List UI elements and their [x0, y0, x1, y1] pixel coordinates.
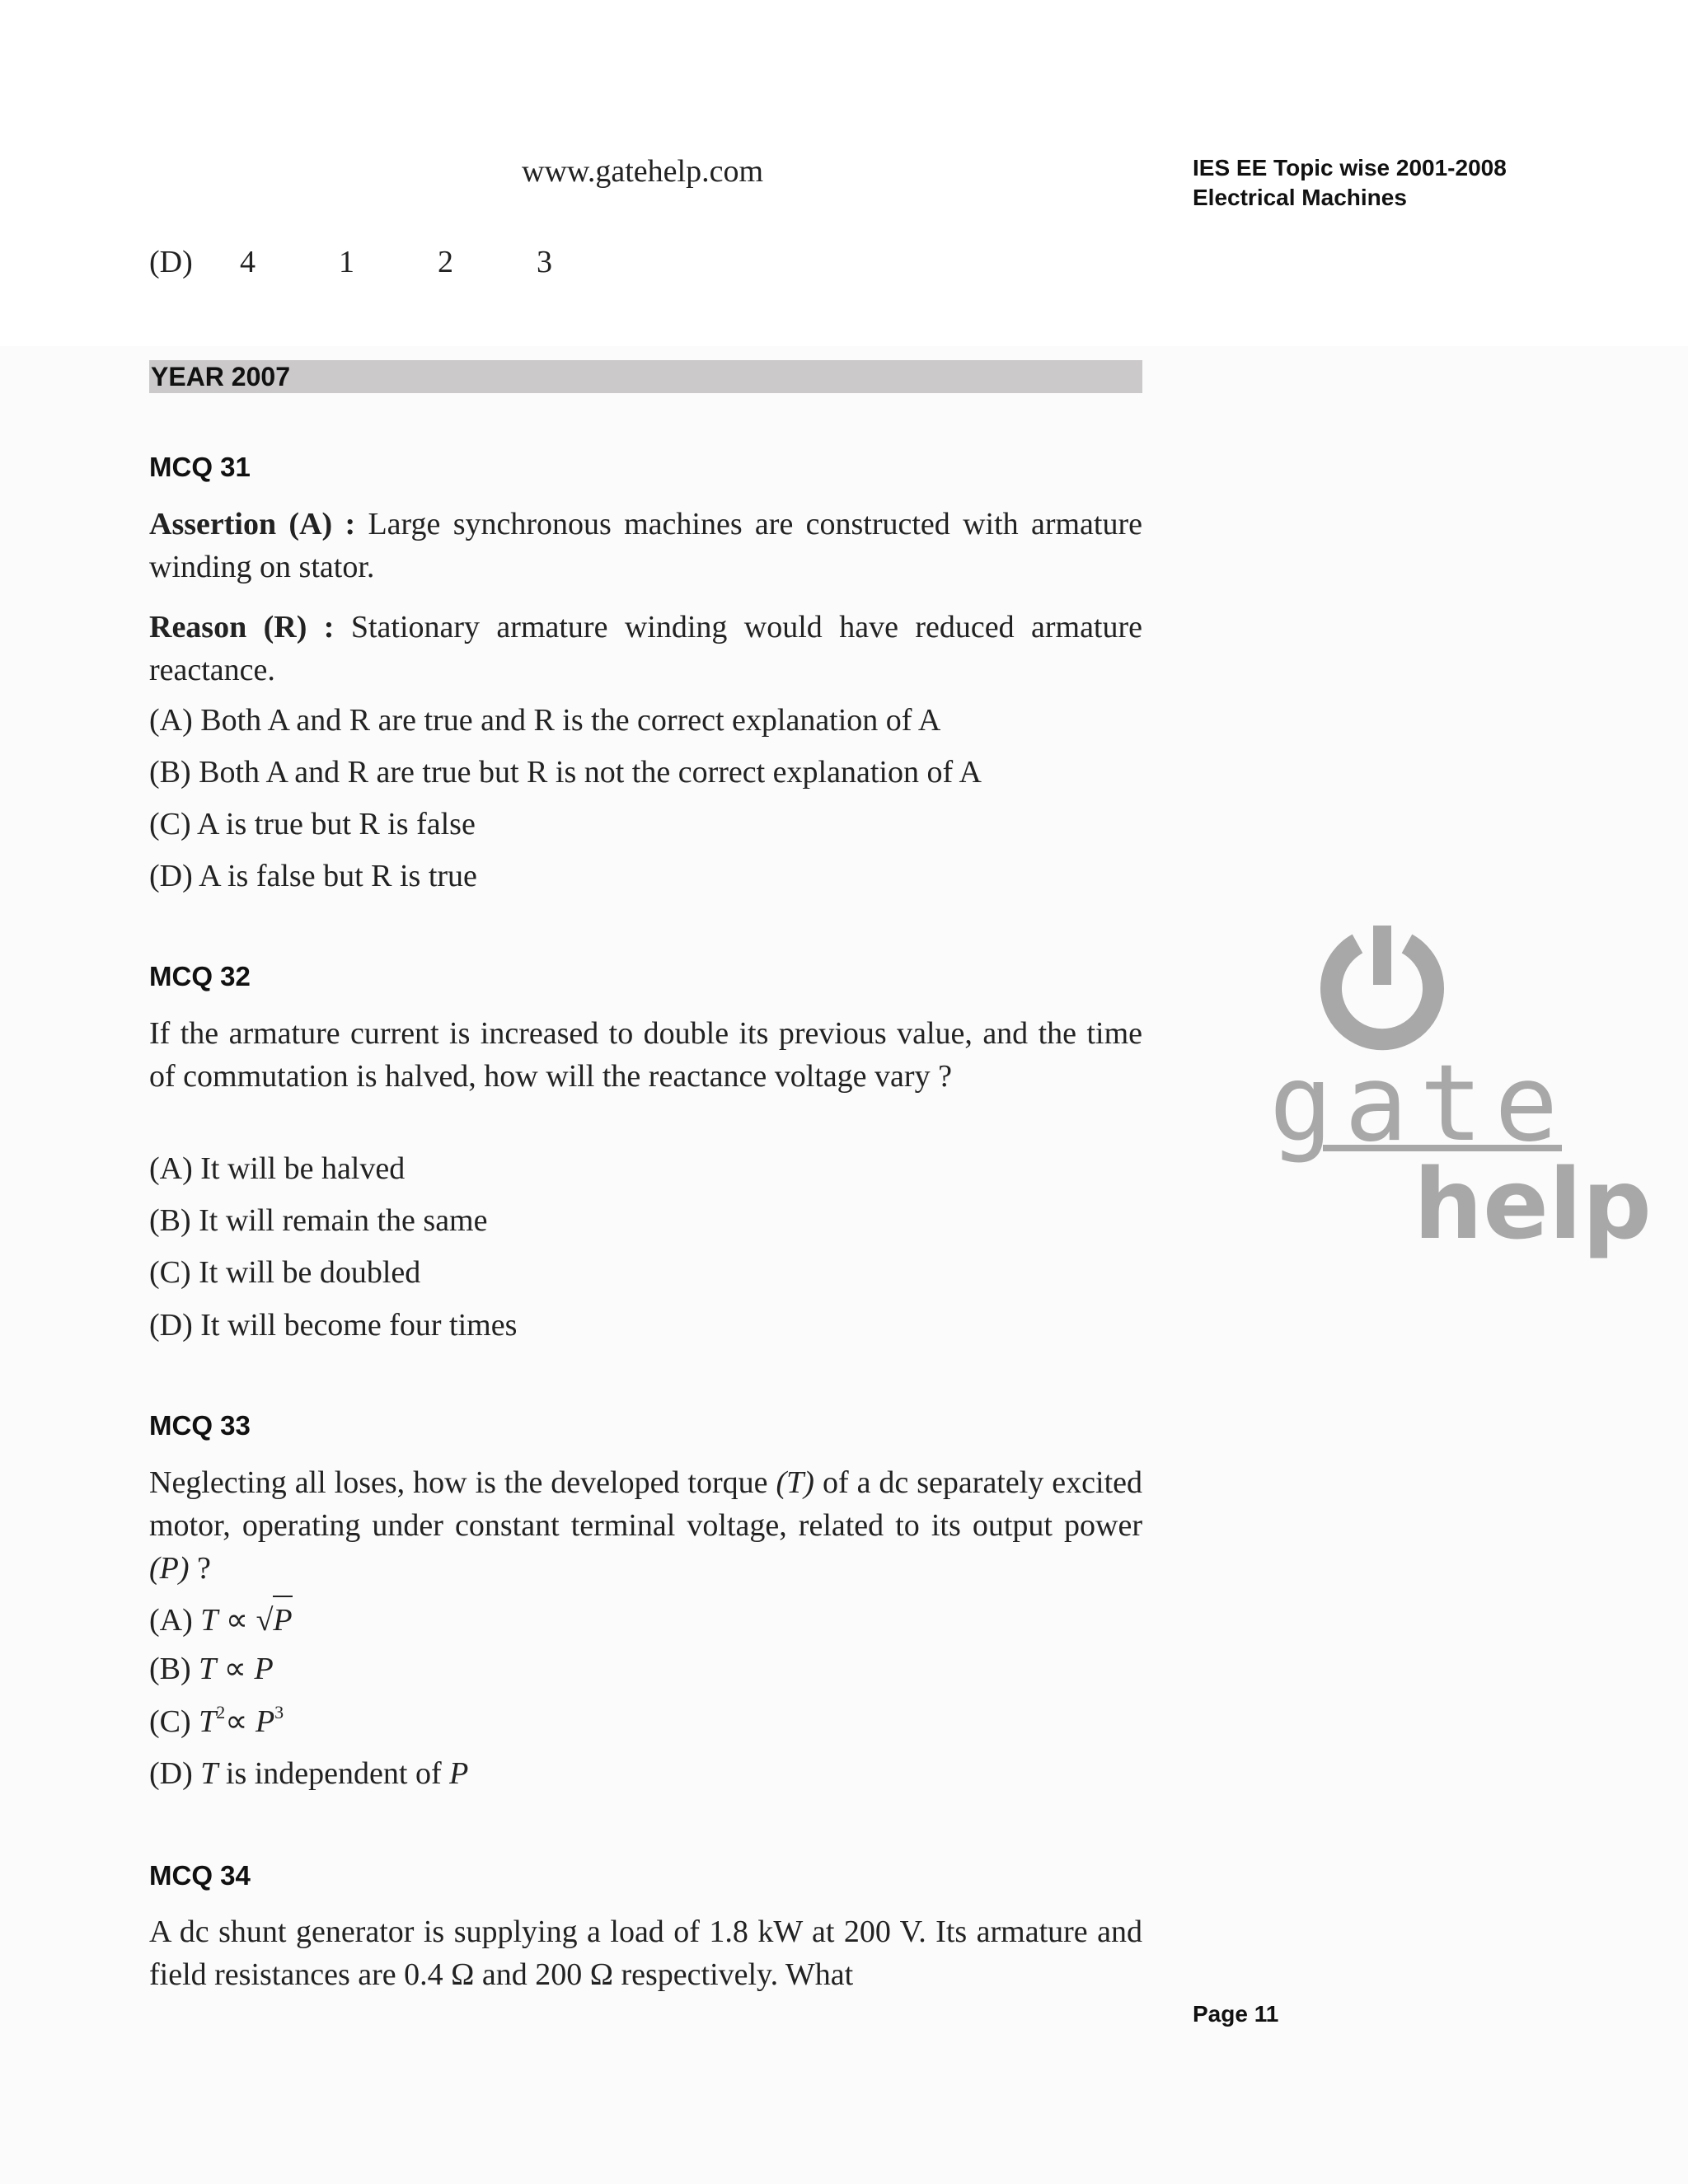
mcq-32-question: If the armature current is increased to double its previous value, and the time of commutation is halved, how will the reactance voltage vary ? — [149, 1016, 1142, 1094]
proportional-symbol: ∝ — [225, 1603, 249, 1638]
mcq-33-option-a — [149, 1596, 293, 1642]
option-label: (B) — [149, 1652, 191, 1686]
math-symbol: P — [255, 1704, 275, 1739]
mcq-33-option-d — [149, 1752, 468, 1795]
mcq-32-option-c: (C) It will be doubled — [149, 1255, 421, 1290]
math-symbol: T — [199, 1704, 217, 1739]
subject-title: Electrical Machines — [1193, 185, 1407, 210]
logo-word-help: help — [1414, 1147, 1652, 1261]
option-value: 3 — [537, 245, 552, 279]
mcq-34-question: A dc shunt generator is supplying a load of 1.8 kW at 200 V. Its armature and field resistances are 0.4 Ω and 200 Ω respectively. What — [149, 1915, 1142, 1992]
gatehelp-logo — [1265, 919, 1652, 1265]
option-label: (A) — [149, 1603, 193, 1638]
previous-option-row — [149, 244, 644, 280]
sqrt-expression — [256, 1596, 293, 1642]
reason-label: Reason (R) : — [149, 610, 335, 644]
header-right — [1193, 153, 1507, 213]
mcq-31-option-a: (A) Both A and R are true and R is the correct explanation of A — [149, 703, 941, 738]
sqrt-symbol: √ — [256, 1603, 274, 1638]
mcq-32-option-d: (D) It will become four times — [149, 1308, 518, 1343]
question-mark: ? — [197, 1551, 211, 1586]
option-value: 1 — [339, 245, 354, 279]
mcq-32-option-a: (A) It will be halved — [149, 1151, 406, 1186]
exponent: 3 — [274, 1702, 284, 1722]
option-value: 2 — [438, 245, 453, 279]
mcq-31-option-d: (D) A is false but R is true — [149, 859, 477, 893]
reason-text: Stationary armature winding would have reduced armature reactance. — [149, 610, 1143, 687]
math-symbol: P — [273, 1596, 292, 1642]
math-symbol: T — [200, 1603, 218, 1638]
option-text: is independent of — [225, 1756, 442, 1791]
math-symbol: P — [449, 1756, 469, 1791]
assertion-label: Assertion (A) : — [149, 507, 356, 541]
mcq-34-heading: MCQ 34 — [149, 1860, 251, 1891]
mcq-31-heading: MCQ 31 — [149, 452, 251, 482]
mcq-33-option-c — [149, 1700, 284, 1743]
mcq-33-question — [149, 1461, 1142, 1590]
mcq-33-heading: MCQ 33 — [149, 1410, 251, 1441]
option-label: (C) — [149, 1704, 191, 1739]
series-title: IES EE Topic wise 2001-2008 — [1193, 155, 1507, 180]
proportional-symbol: ∝ — [225, 1704, 248, 1739]
question-text: Neglecting all loses, how is the developed torque — [149, 1465, 768, 1500]
option-value: 4 — [240, 245, 256, 279]
assertion-text: Large synchronous machines are constructed with armature winding on stator. — [149, 507, 1142, 584]
proportional-symbol: ∝ — [223, 1652, 246, 1686]
option-label: (D) — [149, 1756, 193, 1791]
power-symbol: (P) — [149, 1551, 190, 1586]
mcq-31-option-b: (B) Both A and R are true but R is not the correct explanation of A — [149, 755, 982, 790]
exponent: 2 — [216, 1702, 226, 1722]
torque-symbol: (T) — [776, 1465, 814, 1500]
mcq-32-option-b: (B) It will remain the same — [149, 1203, 488, 1238]
mcq-33-option-b — [149, 1647, 274, 1690]
logo-word-gate: gate — [1269, 1043, 1570, 1165]
option-label: (D) — [149, 245, 193, 279]
year-heading: YEAR 2007 — [149, 360, 1142, 393]
site-url: www.gatehelp.com — [522, 154, 763, 189]
mcq-31-option-c: (C) A is true but R is false — [149, 807, 476, 841]
question-text: of a dc separately excited motor, operating under constant terminal voltage, related to its output power — [149, 1465, 1142, 1543]
mcq-31-reason — [149, 606, 1142, 691]
mcq-32-heading: MCQ 32 — [149, 961, 251, 991]
math-symbol: T — [200, 1756, 218, 1791]
math-symbol: T — [199, 1652, 217, 1686]
math-symbol: P — [254, 1652, 274, 1686]
page-number: Page 11 — [1193, 2001, 1279, 2027]
mcq-31-assertion — [149, 503, 1142, 588]
